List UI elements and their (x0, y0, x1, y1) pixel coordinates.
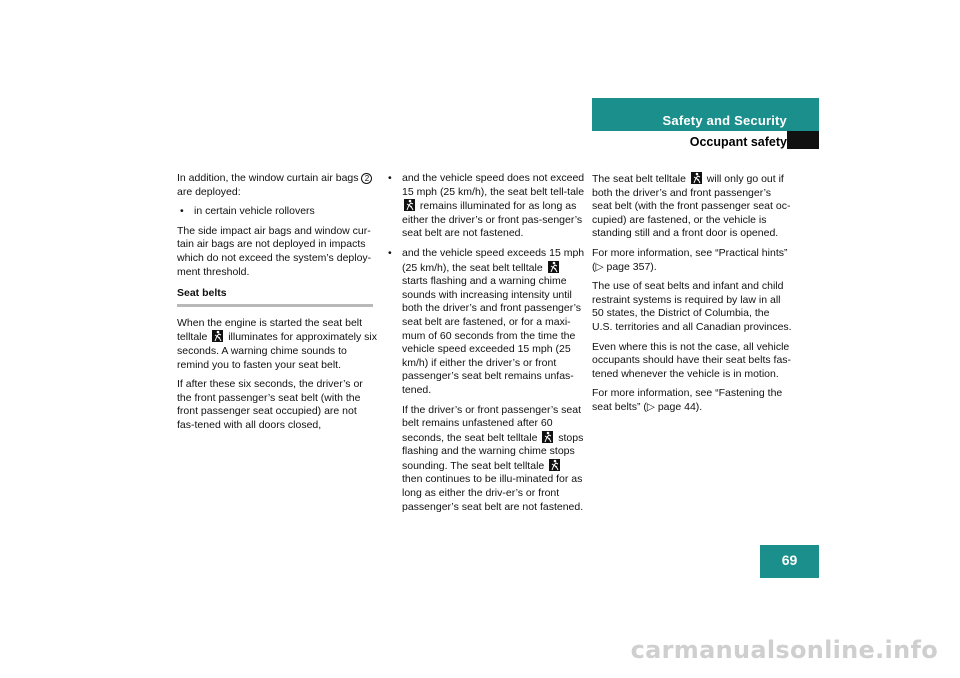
list-item: • and the vehicle speed does not exceed 15 mph (25 km/h), the seat belt tell-tale remains illuminated for as long as either the driver’s or front pas-senger’s seat belt are not fastened. (388, 172, 585, 240)
list-item: • in certain vehicle rollovers (180, 205, 315, 218)
seat-belt-telltale-icon (212, 330, 223, 342)
header-banner (592, 98, 819, 149)
section-title: Safety and Security (662, 113, 787, 128)
watermark: carmanualsonline.info (630, 636, 938, 664)
seat-belt-telltale-icon (549, 459, 560, 471)
header-black-tab (787, 131, 819, 149)
seat-belt-telltale-icon (548, 261, 559, 273)
paragraph-telltale-out: The seat belt telltale will only go out if both the driver’s and front passenger’s seat belt (with the front passenger seat oc-cupied) are fastened, or the vehicle is standing still and a front door is opened. (592, 173, 791, 240)
seat-belt-telltale-icon (542, 431, 553, 443)
seat-belt-telltale-icon (691, 172, 702, 184)
section-heading-seat-belts: Seat belts (177, 287, 373, 307)
paragraph-law-requirement: The use of seat belts and infant and child restraint systems is required by law in all 50 states, the District of Columbia, the U.S. territories and all Canadian provinces. (592, 280, 792, 333)
bullet-dot: • (388, 172, 392, 184)
paragraph-fastening-ref: For more information, see “Fastening the seat belts” (▷ page 44). (592, 387, 783, 413)
paragraph-practical-hints-ref: For more information, see “Practical hints” (▷ page 357). (592, 246, 788, 273)
paragraph-curtain-airbags: In addition, the window curtain air bags 2 are deployed: (177, 172, 377, 199)
paragraph-after-sixty-seconds: If the driver’s or front passenger’s seat belt remains unfastened after 60 seconds, the seat belt telltale stops flashing and the warning chime stops sounding. The seat belt telltale then continues to be illu-minated for as long as either the driv-er’s or front passenger’s seat belt are not fastened. (402, 403, 584, 513)
page-number: 69 (781, 552, 798, 568)
seat-belt-telltale-icon (404, 199, 415, 211)
page-number-badge (760, 545, 819, 578)
page-subtitle: Occupant safety (689, 135, 787, 149)
paragraph-all-occupants: Even where this is not the case, all vehicle occupants should have their seat belts fas-tened whenever the vehicle is in motion. (592, 340, 792, 380)
column-right (592, 172, 792, 421)
bullet-dot: • (180, 205, 184, 218)
bullet-dot: • (388, 246, 392, 259)
paragraph-after-six-seconds: If after these six seconds, the driver’s or the front passenger’s seat belt (with the front passenger seat occupied) are not fas-tened with all doors closed, (177, 378, 363, 431)
column-middle (385, 172, 585, 520)
paragraph-side-impact: The side impact air bags and window cur-tain air bags are not deployed in impacts which do not exceed the system’s deploy-ment threshold. (177, 224, 372, 278)
list-item: • and the vehicle speed exceeds 15 mph (25 km/h), the seat belt telltale starts flashing and a warning chime sounds with increasing intensity until both the driver’s and front passenger’s seat belt are fastened, or for a maxi-mum of 60 seconds from the time the vehicle speed exceeded 15 mph (25 km/h) if either the driver’s or front passenger’s seat belt remains unfas-tened. (388, 246, 585, 396)
callout-number: 2 (361, 173, 372, 184)
paragraph-engine-start: When the engine is started the seat belt telltale illuminates for approximately six seconds. A warning chime sounds to remind you to fasten your seat belt. (177, 316, 378, 371)
column-left (177, 172, 377, 439)
